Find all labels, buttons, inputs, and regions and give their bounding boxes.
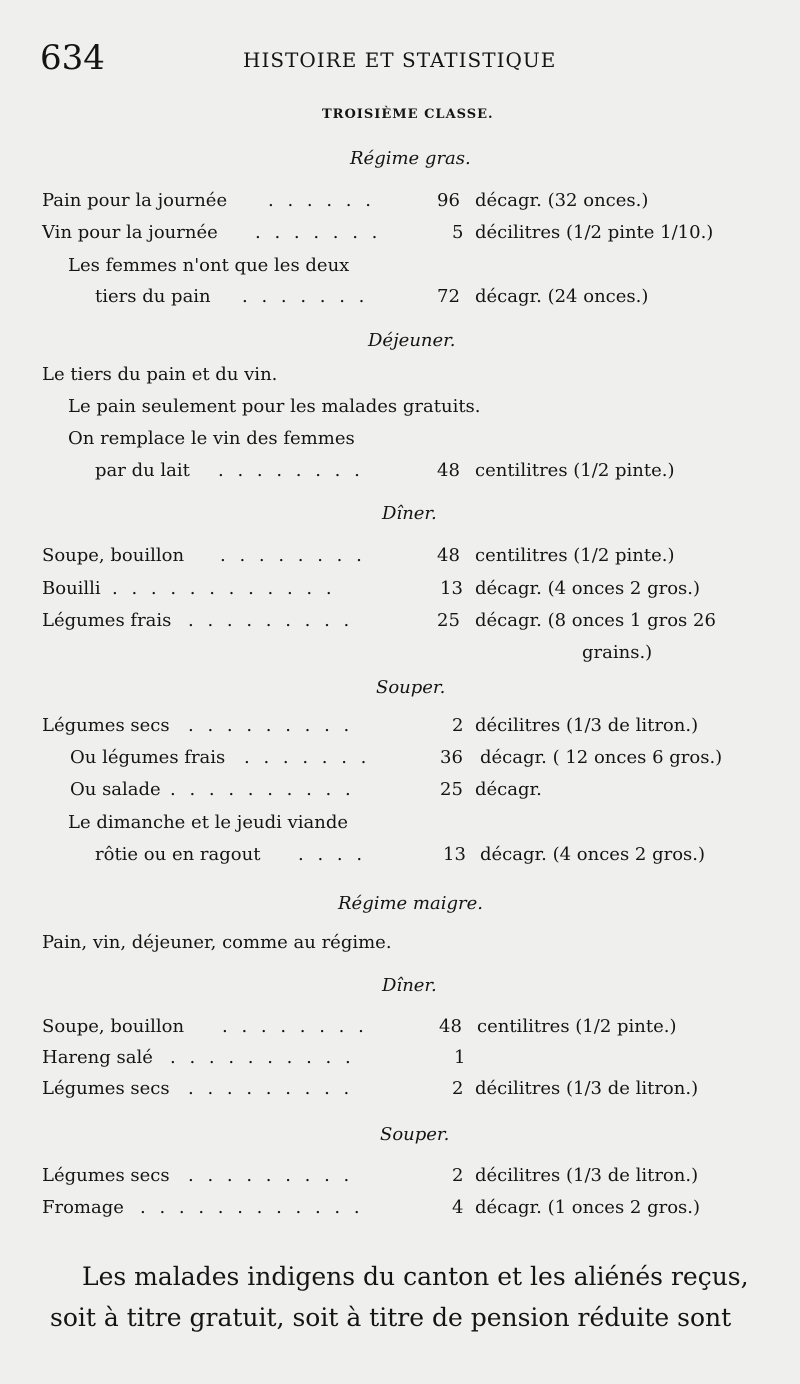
row-unit: centilitres (1/2 pinte.)	[477, 1016, 677, 1037]
class-title: TROISIÈME CLASSE.	[322, 107, 494, 122]
leader-dots: . . . . . . . . .	[188, 1078, 354, 1099]
leader-dots: . . . . . .	[268, 190, 375, 211]
row-unit: décilitres (1/3 de litron.)	[475, 715, 699, 736]
table-row	[0, 1197, 800, 1227]
leader-dots: . . . . . . . . . . . .	[140, 1197, 364, 1218]
row-label: On remplace le vin des femmes	[68, 428, 355, 449]
row-quantity: 5	[452, 222, 464, 243]
row-quantity: 13	[443, 844, 466, 865]
row-quantity: 1	[454, 1047, 466, 1068]
row-label: Fromage	[42, 1197, 124, 1218]
table-row	[0, 715, 800, 745]
leader-dots: . . . . . . . . . .	[170, 1047, 355, 1068]
row-label: Le tiers du pain et du vin.	[42, 364, 278, 385]
row-unit: centilitres (1/2 pinte.)	[475, 460, 675, 481]
table-row	[0, 844, 800, 874]
leader-dots: . . . . . . . .	[220, 545, 366, 566]
row-unit: décagr. (24 onces.)	[475, 286, 649, 307]
row-label: Pain, vin, déjeuner, comme au régime.	[42, 932, 392, 953]
leader-dots: . . . . . . .	[244, 747, 371, 768]
row-quantity: 48	[437, 545, 460, 566]
leader-dots: . . . . . . . .	[218, 460, 364, 481]
row-quantity: 25	[437, 610, 460, 631]
section-regime-gras: Régime gras.	[350, 148, 471, 169]
leader-dots: . . . .	[298, 844, 367, 865]
row-label: Vin pour la journée	[42, 222, 218, 243]
row-unit: décagr.	[475, 779, 542, 800]
row-label: Ou salade	[70, 779, 161, 800]
row-unit: décagr. (32 onces.)	[475, 190, 649, 211]
row-unit: décagr. (8 onces 1 gros 26	[475, 610, 716, 631]
leader-dots: . . . . . . . . .	[188, 610, 354, 631]
row-quantity: 48	[439, 1016, 462, 1037]
row-label: tiers du pain	[95, 286, 211, 307]
table-row	[0, 1165, 800, 1195]
section-souper: Souper.	[376, 677, 446, 698]
row-quantity: 4	[452, 1197, 464, 1218]
page-number: 634	[40, 38, 105, 78]
section-diner: Dîner.	[382, 975, 437, 996]
row-quantity: 2	[452, 1165, 464, 1186]
row-quantity: 2	[452, 715, 464, 736]
leader-dots: . . . . . . . . . .	[170, 779, 355, 800]
table-row	[0, 460, 800, 490]
table-row	[0, 545, 800, 575]
row-label: Légumes secs	[42, 1165, 170, 1186]
table-row	[0, 779, 800, 809]
leader-dots: . . . . . . .	[255, 222, 382, 243]
table-row	[0, 610, 800, 640]
leader-dots: . . . . . . . . .	[188, 715, 354, 736]
row-label: Soupe, bouillon	[42, 1016, 185, 1037]
row-unit: décagr. (1 onces 2 gros.)	[475, 1197, 701, 1218]
table-row	[0, 1016, 800, 1046]
row-label: Soupe, bouillon	[42, 545, 185, 566]
section-souper: Souper.	[380, 1124, 450, 1145]
row-label: Les femmes n'ont que les deux	[68, 255, 350, 276]
row-unit: décagr. (4 onces 2 gros.)	[480, 844, 706, 865]
closing-paragraph-line: Les malades indigens du canton et les aliénés reçus,	[82, 1262, 749, 1291]
row-unit: décilitres (1/3 de litron.)	[475, 1078, 699, 1099]
table-row	[0, 190, 800, 220]
closing-paragraph-line: soit à titre gratuit, soit à titre de pension réduite sont	[50, 1303, 732, 1332]
table-row	[0, 286, 800, 316]
leader-dots: . . . . . . .	[242, 286, 369, 307]
row-label: Pain pour la journée	[42, 190, 228, 211]
table-row	[0, 222, 800, 252]
row-label: rôtie ou en ragout	[95, 844, 261, 865]
row-label: Le dimanche et le jeudi viande	[68, 812, 349, 833]
row-quantity: 36	[440, 747, 463, 768]
row-quantity: 2	[452, 1078, 464, 1099]
row-unit: décagr. (4 onces 2 gros.)	[475, 578, 701, 599]
table-row	[0, 747, 800, 777]
row-label: Légumes frais	[42, 610, 172, 631]
row-quantity: 13	[440, 578, 463, 599]
row-label: Bouilli	[42, 578, 101, 599]
table-row	[0, 1047, 800, 1077]
row-label: Légumes secs	[42, 1078, 170, 1099]
leader-dots: . . . . . . . . .	[188, 1165, 354, 1186]
section-diner: Dîner.	[382, 503, 437, 524]
table-row	[0, 578, 800, 608]
section-regime-maigre: Régime maigre.	[338, 893, 483, 914]
row-unit: décilitres (1/3 de litron.)	[475, 1165, 699, 1186]
row-label: Légumes secs	[42, 715, 170, 736]
row-quantity: 72	[437, 286, 460, 307]
leader-dots: . . . . . . . .	[222, 1016, 368, 1037]
row-unit: décilitres (1/2 pinte 1/10.)	[475, 222, 714, 243]
row-quantity: 25	[440, 779, 463, 800]
row-label: Le pain seulement pour les malades gratuits.	[68, 396, 481, 417]
running-title: HISTOIRE ET STATISTIQUE	[243, 48, 557, 72]
row-label: Hareng salé	[42, 1047, 153, 1068]
row-unit-continued: grains.)	[582, 642, 653, 663]
section-dejeuner: Déjeuner.	[368, 330, 456, 351]
leader-dots: . . . . . . . . . . . .	[112, 578, 336, 599]
row-unit: centilitres (1/2 pinte.)	[475, 545, 675, 566]
row-quantity: 48	[437, 460, 460, 481]
row-label: Ou légumes frais	[70, 747, 226, 768]
row-quantity: 96	[437, 190, 460, 211]
row-unit: décagr. ( 12 onces 6 gros.)	[480, 747, 723, 768]
table-row	[0, 1078, 800, 1108]
row-label: par du lait	[95, 460, 190, 481]
